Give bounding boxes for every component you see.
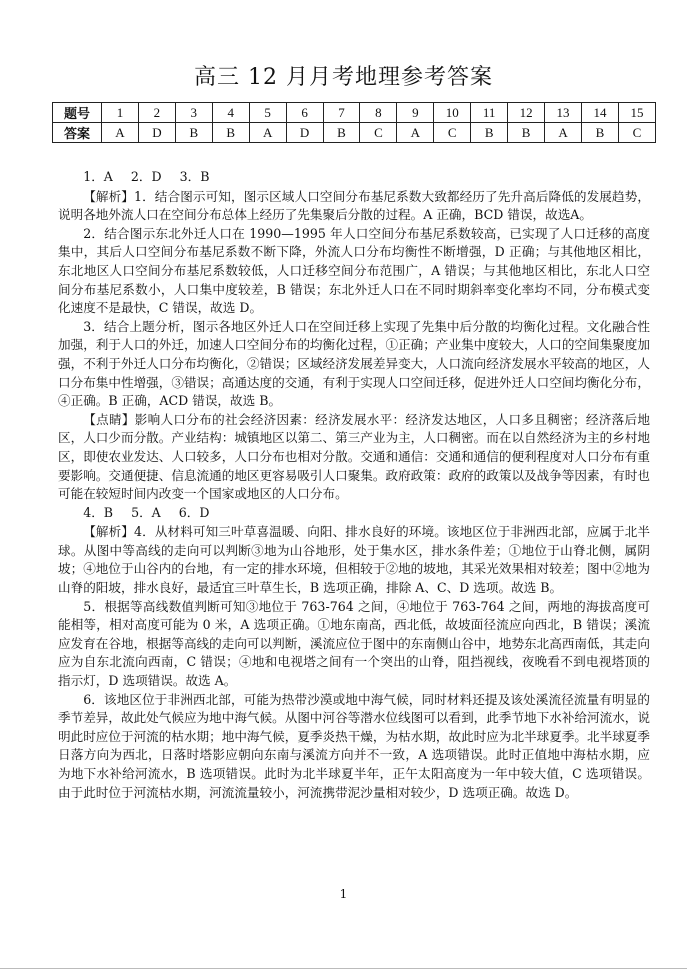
answer-table (52, 102, 656, 143)
answer-cell: B (323, 123, 360, 143)
question-number-cell: 5 (249, 103, 286, 123)
question-number-cell: 13 (545, 103, 582, 123)
question-number-cell: 10 (434, 103, 471, 123)
question-number-cell: 2 (138, 103, 175, 123)
answer-explanations (58, 168, 650, 802)
question-number-cell: 4 (212, 103, 249, 123)
page-bottom-rule (0, 968, 687, 969)
answer-cell: B (508, 123, 545, 143)
answer-cell: D (138, 123, 175, 143)
answer-key-line (58, 504, 650, 523)
question-number-cell: 12 (508, 103, 545, 123)
answer-cell: A (249, 123, 286, 143)
answer-cell: A (545, 123, 582, 143)
answer-key-item: 4．B (83, 504, 114, 520)
question-number-cell: 15 (618, 103, 655, 123)
explanation-paragraph: 3．结合上题分析，图示各地区外迁人口在空间迁移上实现了先集中后分散的均衡化过程。文化融合性加强，利于人口的外迁，加速人口空间分布的均衡化过程，①正确；产业集中度较大，人口的空间集聚度加强，不利于外迁人口分布均衡化，②错误；区域经济发展差异变大，人口流向经济发展水平较高的地区，人口分布集中性增强，③错误；高通达度的交通，有利于实现人口空间迁移，促进外迁人口空间均衡化分布，④正确。B 正确，ACD 错误，故选 B。 (58, 318, 650, 409)
question-number-cell: 14 (581, 103, 618, 123)
question-number-cell: 9 (397, 103, 434, 123)
answer-key-item: 6．D (178, 504, 210, 520)
explanation-paragraph: 5．根据等高线数值判断可知③地位于 763-764 之间，④地位于 763-764 之间，两地的海拔高度可能相等，相对高度可能为 0 米，A 选项正确。①地东南高，西北低，故坡面径流应向西北，B 错误；溪流应发育在谷地，根据等高线的走向可以判断，溪流应位于图中的东南侧山谷中，地势东北高西南低，其走向应为自东北流向西南，C 错误；④地和电视塔之间有一个突出的山脊，阻挡视线，夜晚看不到电视塔顶的指示灯，D 选项错误。故选 A。 (58, 598, 650, 689)
answer-cell: A (102, 123, 139, 143)
question-number-cell: 3 (175, 103, 212, 123)
answer-key-line (58, 168, 650, 187)
explanation-paragraph: 【解析】4．从材料可知三叶草喜温暖、向阳、排水良好的环境。该地区位于非洲西北部，应属于北半球。从图中等高线的走向可以判断③地为山谷地形，处于集水区，排水条件差；①地位于山脊北侧，属阴坡；④地位于山谷内的台地，有一定的排水环境，但相较于②地的坡地，其采光效果相对较差；图中②地为山脊的阳坡，排水良好，最适宜三叶草生长，B 选项正确，排除 A、C、D 选项。故选 B。 (58, 524, 650, 596)
question-number-cell: 8 (360, 103, 397, 123)
table-row-answers (53, 123, 656, 143)
explanation-paragraph: 6．该地区位于非洲西北部，可能为热带沙漠或地中海气候，同时材料还提及该处溪流径流量有明显的季节差异，故此处气候应为地中海气候。从图中河谷等潜水位线图可以看到，此季节地下水补给河流水，说明此时应位于河流的枯水期；地中海气候，夏季炎热干燥，为枯水期，故此时应为北半球夏季。北半球夏季日落方向为西北，日落时塔影应朝向东南与溪流方向并不一致，A 选项错误。此时正值地中海枯水期，应为地下水补给河流水，B 选项错误。此时为北半球夏半年，正午太阳高度为一年中较大值，C 选项错误。由于此时位于河流枯水期，河流流量较小，河流携带泥沙量相对较少，D 选项正确。故选 D。 (58, 691, 650, 800)
explanation-paragraph: 2．结合图示东北外迁人口在 1990—1995 年人口空间分布基尼系数较高，已实现了人口迁移的高度集中，其后人口空间分布基尼系数不断下降，外流人口分布均衡性不断增强，D 正确；与其他地区相比，东北地区人口空间分布基尼系数较低，人口迁移空间分布范围广，A 错误；与其他地区相比，东北人口空间分布基尼系数小，人口集中度较差，B 错误；东北外迁人口在不同时期斜率变化率均不同，分布模式变化速度不是最快，C 错误，故选 D。 (58, 225, 650, 316)
explanation-paragraph: 【点睛】影响人口分布的社会经济因素：经济发展水平：经济发达地区，人口多且稠密；经济落后地区，人口少而分散。产业结构：城镇地区以第二、第三产业为主，人口稠密。而在以自然经济为主的乡村地区，即使农业发达、人口较多，人口分布也相对分散。交通和通信：交通和通信的便利程度对人口分布有重要影响。交通便捷、信息流通的地区更容易吸引人口聚集。政府政策：政府的政策以及战争等因素，有时也可能在较短时间内改变一个国家或地区的人口分布。 (58, 411, 650, 502)
answer-cell: B (471, 123, 508, 143)
table-header-answer: 答案 (53, 123, 102, 143)
answer-cell: B (212, 123, 249, 143)
answer-key-item: 1．A (83, 169, 113, 184)
page-title: 高三 12 月月考地理参考答案 (194, 65, 493, 90)
answer-key-item: 3．B (179, 169, 210, 184)
answer-cell: C (618, 123, 655, 143)
page-number: 1 (339, 887, 348, 901)
answer-cell: A (397, 123, 434, 143)
answer-cell: D (286, 123, 323, 143)
answer-cell: B (581, 123, 618, 143)
question-number-cell: 1 (102, 103, 139, 123)
answer-cell: C (360, 123, 397, 143)
table-row-numbers (53, 103, 656, 123)
answer-key-item: 5．A (131, 504, 161, 520)
question-number-cell: 6 (286, 103, 323, 123)
question-number-cell: 7 (323, 103, 360, 123)
answer-key-item: 2．D (130, 169, 162, 184)
explanation-paragraph: 【解析】1．结合图示可知，图示区域人口空间分布基尼系数大致都经历了先升高后降低的发展趋势，说明各地外流人口在空间分布总体上经历了先集聚后分散的过程。A 正确，BCD 错误，故选A。 (58, 188, 650, 223)
answer-cell: B (175, 123, 212, 143)
table-header-question-number: 题号 (53, 103, 102, 123)
question-number-cell: 11 (471, 103, 508, 123)
answer-cell: C (434, 123, 471, 143)
